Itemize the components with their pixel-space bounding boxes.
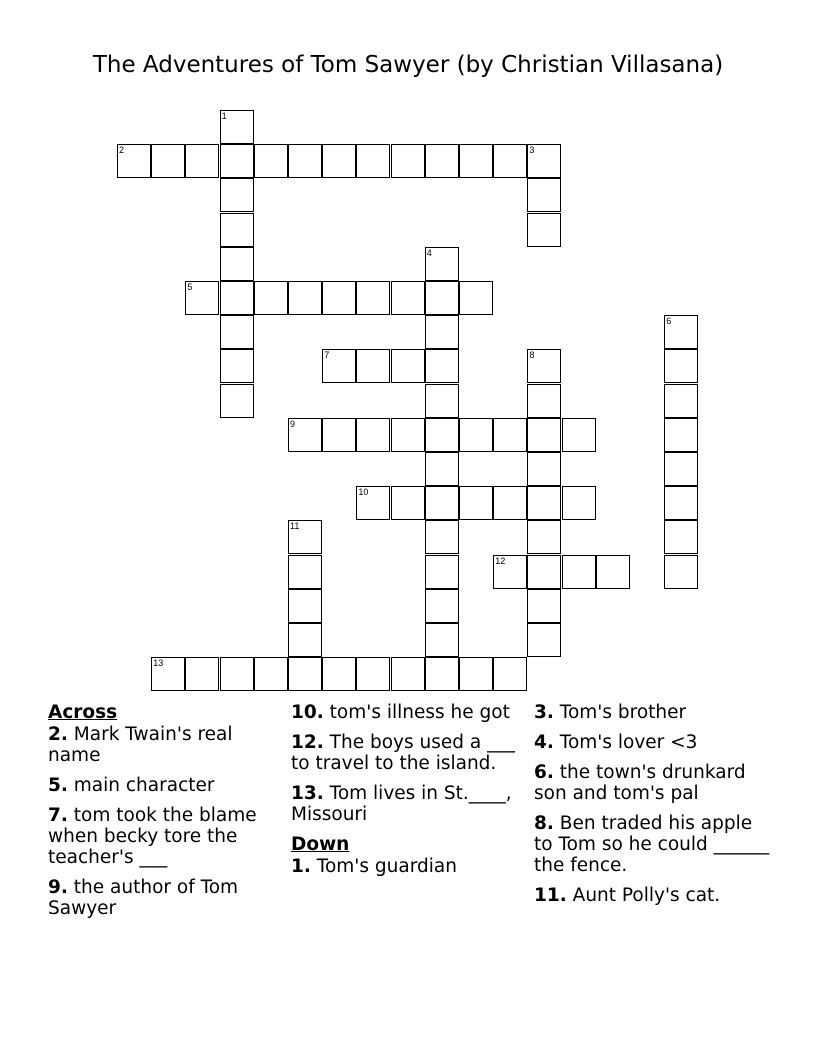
grid-cell[interactable] xyxy=(288,623,322,657)
clue-item xyxy=(291,783,529,825)
grid-cell[interactable] xyxy=(493,418,527,452)
clue-item xyxy=(48,877,286,919)
grid-cell[interactable] xyxy=(664,418,698,452)
grid-cell[interactable] xyxy=(664,520,698,554)
grid-cell-5[interactable] xyxy=(185,281,219,315)
grid-cell[interactable] xyxy=(562,555,596,589)
grid-cell-13[interactable] xyxy=(151,657,185,691)
grid-cell[interactable] xyxy=(562,418,596,452)
grid-cell[interactable] xyxy=(527,213,561,247)
grid-cell[interactable] xyxy=(322,657,356,691)
clue-number: 8. xyxy=(534,813,554,834)
clue-number: 1 xyxy=(221,111,227,121)
grid-cell-6[interactable] xyxy=(664,315,698,349)
clue-text: Mark Twain's real name xyxy=(48,724,233,766)
clue-item xyxy=(291,702,529,723)
clue-text: Tom's lover <3 xyxy=(553,732,698,753)
grid-cell[interactable] xyxy=(493,486,527,520)
clue-number: 9 xyxy=(290,418,296,429)
grid-cell[interactable] xyxy=(425,520,459,554)
clue-number: 6 xyxy=(666,316,672,327)
clue-number: 7 xyxy=(324,350,330,361)
grid-cell[interactable] xyxy=(459,657,493,691)
clue-number: 13 xyxy=(153,658,164,669)
grid-cell[interactable] xyxy=(356,144,390,178)
clue-text: Tom's brother xyxy=(553,702,687,723)
grid-cell[interactable] xyxy=(254,657,288,691)
grid-cell-3[interactable] xyxy=(527,144,561,178)
grid-cell[interactable] xyxy=(425,452,459,486)
clue-number: 12. xyxy=(291,732,324,753)
grid-cell[interactable] xyxy=(288,144,322,178)
clue-number: 10 xyxy=(358,487,369,498)
grid-cell[interactable] xyxy=(425,315,459,349)
clue-number: 5. xyxy=(48,775,68,796)
grid-cell[interactable] xyxy=(288,555,322,589)
clue-text: tom's illness he got xyxy=(323,702,510,723)
grid-cell[interactable] xyxy=(527,178,561,212)
grid-cell[interactable] xyxy=(459,486,493,520)
grid-cell[interactable] xyxy=(220,178,254,212)
grid-cell[interactable] xyxy=(459,281,493,315)
clue-number: 13. xyxy=(291,783,324,804)
grid-cell[interactable] xyxy=(356,418,390,452)
grid-cell-9[interactable] xyxy=(288,418,322,452)
grid-cell[interactable] xyxy=(220,213,254,247)
clue-number: 11 xyxy=(290,521,300,532)
grid-cell[interactable] xyxy=(288,281,322,315)
clue-item xyxy=(48,805,286,868)
grid-cell[interactable] xyxy=(254,281,288,315)
grid-cell[interactable] xyxy=(664,452,698,486)
grid-cell[interactable] xyxy=(425,486,459,520)
across-heading: Across xyxy=(48,702,118,723)
clue-item xyxy=(534,762,772,804)
grid-cell[interactable] xyxy=(425,589,459,623)
grid-cell[interactable] xyxy=(459,418,493,452)
grid-cell-1[interactable] xyxy=(220,110,254,144)
grid-cell[interactable] xyxy=(459,144,493,178)
grid-cell[interactable] xyxy=(391,486,425,520)
puzzle-title: The Adventures of Tom Sawyer (by Christian Villasana) xyxy=(92,52,724,78)
grid-cell[interactable] xyxy=(322,418,356,452)
grid-cell-12[interactable] xyxy=(493,555,527,589)
grid-cell[interactable] xyxy=(356,657,390,691)
clue-number: 10. xyxy=(291,702,324,723)
grid-cell[interactable] xyxy=(527,384,561,418)
clue-number: 2 xyxy=(119,145,125,156)
clues-column-1 xyxy=(48,702,286,928)
grid-cell-7[interactable] xyxy=(322,349,356,383)
clue-item xyxy=(291,856,529,877)
clues-column-2 xyxy=(291,702,529,886)
clue-text: Ben traded his apple to Tom so he could ______ the fence. xyxy=(534,813,770,876)
clues-column-3 xyxy=(534,702,772,915)
grid-cell[interactable] xyxy=(527,452,561,486)
grid-cell[interactable] xyxy=(425,657,459,691)
grid-cell[interactable] xyxy=(220,657,254,691)
clue-number: 3 xyxy=(529,145,535,156)
grid-cell[interactable] xyxy=(356,349,390,383)
grid-cell[interactable] xyxy=(391,349,425,383)
clue-number: 5 xyxy=(187,282,193,292)
grid-cell[interactable] xyxy=(391,418,425,452)
clue-text: Tom's guardian xyxy=(310,856,457,877)
grid-cell[interactable] xyxy=(425,623,459,657)
grid-cell[interactable] xyxy=(527,555,561,589)
clue-text: Aunt Polly's cat. xyxy=(566,885,721,906)
grid-cell[interactable] xyxy=(664,349,698,383)
clue-text: the author of Tom Sawyer xyxy=(48,877,239,919)
grid-cell[interactable] xyxy=(527,486,561,520)
grid-cell[interactable] xyxy=(527,589,561,623)
grid-cell[interactable] xyxy=(493,657,527,691)
down-heading: Down xyxy=(291,834,350,855)
clue-item xyxy=(534,702,772,723)
grid-cell[interactable] xyxy=(356,281,390,315)
clue-number: 2. xyxy=(48,724,68,745)
grid-cell[interactable] xyxy=(562,486,596,520)
clue-number: 1. xyxy=(291,856,311,877)
clue-number: 4. xyxy=(534,732,554,753)
clue-item xyxy=(534,885,772,906)
grid-cell[interactable] xyxy=(425,144,459,178)
grid-cell-8[interactable] xyxy=(527,349,561,383)
clue-number: 12 xyxy=(495,555,506,566)
clue-text: tom took the blame when becky tore the teacher's ___ xyxy=(48,805,257,868)
grid-cell[interactable] xyxy=(288,657,322,691)
grid-cell[interactable] xyxy=(425,281,459,315)
grid-cell[interactable] xyxy=(425,384,459,418)
clue-item xyxy=(48,775,286,796)
clue-number: 7. xyxy=(48,805,68,826)
grid-cell[interactable] xyxy=(391,281,425,315)
grid-cell[interactable] xyxy=(664,555,698,589)
grid-cell[interactable] xyxy=(493,144,527,178)
grid-cell[interactable] xyxy=(322,281,356,315)
clue-item xyxy=(48,724,286,766)
clue-number: 6. xyxy=(534,762,554,783)
grid-cell[interactable] xyxy=(322,144,356,178)
grid-cell[interactable] xyxy=(391,657,425,691)
grid-cell[interactable] xyxy=(220,384,254,418)
grid-cell[interactable] xyxy=(220,315,254,349)
clue-number: 9. xyxy=(48,877,68,898)
grid-cell[interactable] xyxy=(527,623,561,657)
clue-item xyxy=(291,732,529,774)
grid-cell[interactable] xyxy=(220,247,254,281)
grid-cell[interactable] xyxy=(185,657,219,691)
grid-cell[interactable] xyxy=(527,418,561,452)
clue-text: Tom lives in St.____, Missouri xyxy=(291,783,512,825)
grid-cell[interactable] xyxy=(425,349,459,383)
grid-cell[interactable] xyxy=(596,555,630,589)
grid-cell[interactable] xyxy=(527,520,561,554)
clue-number: 3. xyxy=(534,702,554,723)
grid-cell[interactable] xyxy=(288,589,322,623)
grid-cell-4[interactable] xyxy=(425,247,459,281)
clue-item xyxy=(534,813,772,876)
grid-cell[interactable] xyxy=(664,384,698,418)
grid-cell-11[interactable] xyxy=(288,520,322,554)
grid-cell[interactable] xyxy=(220,281,254,315)
grid-cell[interactable] xyxy=(425,555,459,589)
clue-text: main character xyxy=(67,775,215,796)
grid-cell[interactable] xyxy=(391,144,425,178)
clue-text: The boys used a ___ to travel to the island. xyxy=(291,732,515,774)
clue-number: 4 xyxy=(426,247,432,258)
grid-cell-2[interactable] xyxy=(117,144,151,178)
clue-number: 8 xyxy=(529,350,535,361)
grid-cell-10[interactable] xyxy=(356,486,390,520)
clue-item xyxy=(534,732,772,753)
grid-cell[interactable] xyxy=(185,144,219,178)
grid-cell[interactable] xyxy=(664,486,698,520)
grid-cell[interactable] xyxy=(425,418,459,452)
grid-cell[interactable] xyxy=(220,144,254,178)
grid-cell[interactable] xyxy=(254,144,288,178)
clue-number: 11. xyxy=(534,885,567,906)
clue-text: the town's drunkard son and tom's pal xyxy=(534,762,746,804)
grid-cell[interactable] xyxy=(151,144,185,178)
grid-cell[interactable] xyxy=(220,349,254,383)
